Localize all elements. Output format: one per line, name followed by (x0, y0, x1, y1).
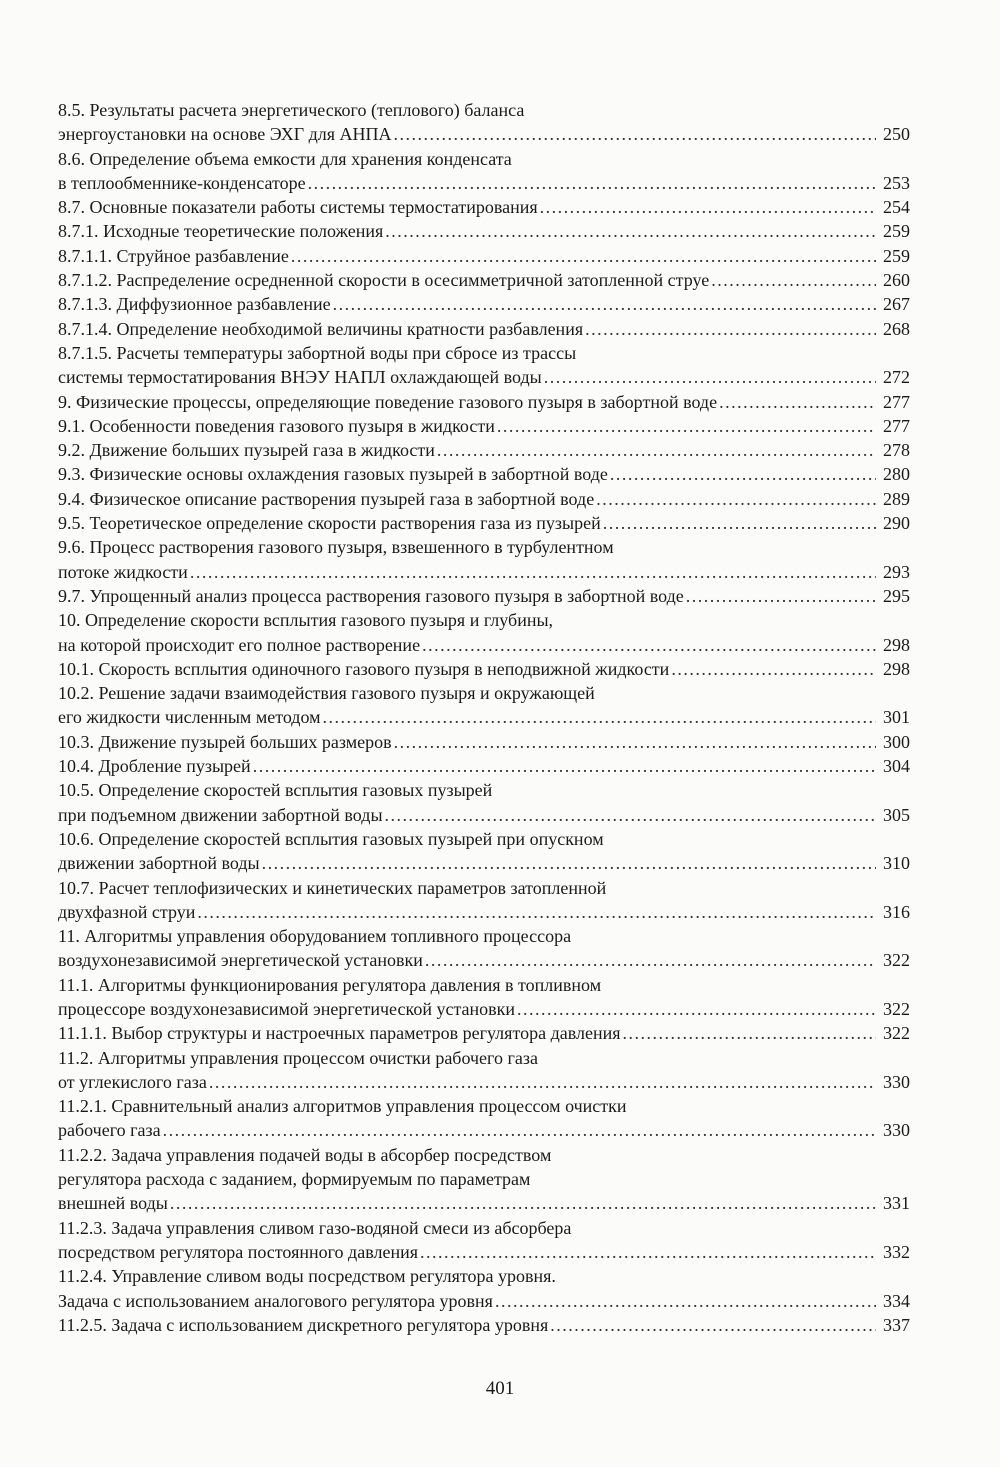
toc-line (58, 1289, 910, 1313)
toc-page-number: 260 (883, 270, 910, 291)
dot-leader (550, 1313, 876, 1337)
toc-entry-title: воздухонезависимой энергетической установки (58, 950, 423, 971)
toc-page-number: 250 (883, 124, 910, 145)
dot-leader (170, 1191, 876, 1215)
toc-page-number: 254 (883, 197, 910, 218)
toc-entry (58, 730, 910, 754)
dot-leader (420, 1240, 876, 1264)
dot-leader (623, 1021, 877, 1045)
toc-entry (58, 924, 910, 973)
toc-entry (58, 244, 910, 268)
toc-line (58, 633, 910, 657)
toc-entry-title: двухфазной струи (58, 901, 196, 922)
toc-entry-title: 9.5. Теоретическое определение скорости растворения газа из пузырей (58, 513, 601, 534)
toc-page-number: 322 (883, 950, 910, 971)
toc-line (58, 171, 910, 195)
dot-leader (190, 560, 876, 584)
toc-entry (58, 1216, 910, 1265)
dot-leader (394, 122, 876, 146)
toc-entry-title: энергоустановки на основе ЭХГ для АНПА (58, 124, 392, 145)
toc-line (58, 438, 910, 462)
toc-entry (58, 584, 910, 608)
toc-page-number: 330 (883, 1120, 910, 1141)
toc-entry (58, 219, 910, 243)
dot-leader (333, 292, 876, 316)
toc-page-number: 337 (883, 1314, 910, 1335)
toc-entry-title: 9.6. Процесс растворения газового пузыря, взвешенного в турбулентном (58, 537, 614, 558)
toc-entry-title: 11.2.2. Задача управления подачей воды в абсорбер посредством (58, 1144, 552, 1165)
toc-entry-title: Задача с использованием аналогового регулятора уровня (58, 1290, 493, 1311)
toc-entry (58, 98, 910, 147)
page-number: 401 (485, 1378, 515, 1399)
dot-leader (610, 462, 876, 486)
toc-line (58, 462, 910, 486)
toc-line (58, 1313, 910, 1337)
toc-entry (58, 1094, 910, 1143)
dot-leader (163, 1118, 876, 1142)
toc-page-number: 267 (883, 294, 910, 315)
toc-entry-title: 9. Физические процессы, определяющие поведение газового пузыря в забортной воде (58, 391, 718, 412)
toc-line (58, 195, 910, 219)
toc-entry (58, 511, 910, 535)
toc-entry-title: 9.2. Движение больших пузырей газа в жидкости (58, 440, 435, 461)
toc-page-number: 295 (883, 585, 910, 606)
toc-line (58, 876, 910, 900)
toc-page-number: 298 (883, 658, 910, 679)
toc-line (58, 1070, 910, 1094)
toc-entry-title: 11.2.1. Сравнительный анализ алгоритмов управления процессом очистки (58, 1096, 627, 1117)
toc-page-number: 316 (883, 901, 910, 922)
toc-entry-title: 9.3. Физические основы охлаждения газовых пузырей в забортной воде (58, 464, 608, 485)
toc-entry (58, 754, 910, 778)
dot-leader (497, 414, 876, 438)
toc-line (58, 317, 910, 341)
toc-line (58, 341, 910, 365)
dot-leader (495, 1289, 876, 1313)
toc-entry-title: рабочего газа (58, 1120, 161, 1141)
toc-entry-title: в теплообменнике-конденсаторе (58, 172, 306, 193)
toc-entry (58, 876, 910, 925)
toc-entry-title: 10.1. Скорость всплытия одиночного газового пузыря в неподвижной жидкости (58, 658, 670, 679)
toc-entry (58, 147, 910, 196)
toc-page-number: 278 (883, 440, 910, 461)
toc-line (58, 1240, 910, 1264)
toc-page-number: 301 (883, 707, 910, 728)
toc-line (58, 1191, 910, 1215)
toc-entry (58, 341, 910, 390)
toc-page-number: 290 (883, 513, 910, 534)
dot-leader (291, 244, 876, 268)
toc-entry-title: 8.7.1.2. Распределение осредненной скорости в осесимметричной затопленной струе (58, 270, 710, 291)
toc-entry (58, 778, 910, 827)
toc-entry-title: 9.4. Физическое описание растворения пузырей газа в забортной воде (58, 488, 595, 509)
toc-line (58, 924, 910, 948)
toc-line (58, 535, 910, 559)
toc-entry-title: посредством регулятора постоянного давления (58, 1241, 418, 1262)
toc-page-number: 277 (883, 415, 910, 436)
toc-entry-title: 8.6. Определение объема емкости для хранения конденсата (58, 148, 512, 169)
toc-entry (58, 827, 910, 876)
toc-page-number: 268 (883, 318, 910, 339)
toc-page-number: 272 (883, 367, 910, 388)
toc-page-number: 259 (883, 221, 910, 242)
dot-leader (197, 900, 876, 924)
toc-line (58, 414, 910, 438)
toc-entry-title: 10.7. Расчет теплофизических и кинетических параметров затопленной (58, 877, 607, 898)
toc-line (58, 560, 910, 584)
toc-line (58, 390, 910, 414)
toc-line (58, 244, 910, 268)
toc-entry-title: 11.1. Алгоритмы функционирования регулятора давления в топливном (58, 974, 602, 995)
toc-entry (58, 535, 910, 584)
toc-page-number: 280 (883, 464, 910, 485)
toc-line (58, 754, 910, 778)
toc-page-number: 304 (883, 756, 910, 777)
toc-line (58, 1216, 910, 1240)
toc-entry (58, 1046, 910, 1095)
toc-entry-title: 11.2.3. Задача управления сливом газо-водяной смеси из абсорбера (58, 1217, 572, 1238)
dot-leader (711, 268, 876, 292)
toc-line (58, 98, 910, 122)
toc-line (58, 608, 910, 632)
toc-entry (58, 268, 910, 292)
toc-entry (58, 608, 910, 657)
toc-entry-title: 10.4. Дробление пузырей (58, 756, 251, 777)
dot-leader (585, 317, 876, 341)
toc-page-number: 253 (883, 172, 910, 193)
dot-leader (323, 705, 876, 729)
toc-entry-title: потоке жидкости (58, 561, 188, 582)
toc-line (58, 268, 910, 292)
dot-leader (308, 171, 876, 195)
toc-line (58, 657, 910, 681)
dot-leader (394, 730, 876, 754)
toc-page-number: 330 (883, 1071, 910, 1092)
toc-entry-title: 10.3. Движение пузырей больших размеров (58, 731, 392, 752)
toc-line (58, 973, 910, 997)
toc-page-number: 334 (883, 1290, 910, 1311)
toc-entry-title: 11.2.5. Задача с использованием дискретного регулятора уровня (58, 1314, 549, 1335)
toc-entry-title: 9.1. Особенности поведения газового пузыря в жидкости (58, 415, 495, 436)
toc-line (58, 827, 910, 851)
dot-leader (544, 365, 876, 389)
toc-entry (58, 390, 910, 414)
toc-line (58, 1118, 910, 1142)
toc-line (58, 1021, 910, 1045)
toc-entry-title: 11.1.1. Выбор структуры и настроечных параметров регулятора давления (58, 1023, 621, 1044)
toc-entry (58, 438, 910, 462)
toc-entry-title: процессоре воздухонезависимой энергетической установки (58, 998, 516, 1019)
dot-leader (517, 997, 876, 1021)
toc-entry-title: движении забортной воды (58, 853, 260, 874)
toc-line (58, 584, 910, 608)
dot-leader (253, 754, 876, 778)
toc-page-number: 293 (883, 561, 910, 582)
toc-page-number: 322 (883, 998, 910, 1019)
toc-line (58, 122, 910, 146)
toc-entry-title: 11.2.4. Управление сливом воды посредством регулятора уровня. (58, 1266, 556, 1287)
toc-entry (58, 1313, 910, 1337)
toc-entry-title: 8.7.1.3. Диффузионное разбавление (58, 294, 331, 315)
table-of-contents (58, 98, 910, 1337)
toc-line (58, 147, 910, 171)
toc-page-number: 259 (883, 245, 910, 266)
toc-entry (58, 657, 910, 681)
toc-line (58, 1167, 910, 1191)
toc-entry-title: на которой происходит его полное растворение (58, 634, 421, 655)
toc-entry-title: 8.7.1.5. Расчеты температуры забортной воды при сбросе из трассы (58, 342, 577, 363)
dot-leader (603, 511, 876, 535)
toc-entry-title: 8.7. Основные показатели работы системы термостатирования (58, 197, 538, 218)
toc-line (58, 778, 910, 802)
toc-page-number: 277 (883, 391, 910, 412)
toc-page-number: 322 (883, 1023, 910, 1044)
toc-entry (58, 487, 910, 511)
toc-entry (58, 681, 910, 730)
toc-entry-title: 8.7.1.4. Определение необходимой величины кратности разбавления (58, 318, 584, 339)
dot-leader (596, 487, 876, 511)
toc-entry-title: внешней воды (58, 1193, 168, 1214)
dot-leader (385, 803, 876, 827)
dot-leader (385, 219, 876, 243)
toc-line (58, 948, 910, 972)
toc-entry-title: 8.7.1. Исходные теоретические положения (58, 221, 384, 242)
toc-entry-title: 10.5. Определение скоростей всплытия газовых пузырей (58, 780, 493, 801)
dot-leader (719, 390, 876, 414)
toc-entry-title: от углекислого газа (58, 1071, 207, 1092)
toc-entry-title: 10.6. Определение скоростей всплытия газовых пузырей при опускном (58, 828, 604, 849)
toc-page-number: 300 (883, 731, 910, 752)
toc-line (58, 292, 910, 316)
toc-entry (58, 1021, 910, 1045)
toc-line (58, 1143, 910, 1167)
toc-entry-title: 8.5. Результаты расчета энергетического (теплового) баланса (58, 100, 525, 120)
toc-entry (58, 195, 910, 219)
toc-entry-title: при подъемном движении забортной воды (58, 804, 383, 825)
toc-entry-title: 11.2. Алгоритмы управления процессом очистки рабочего газа (58, 1047, 538, 1068)
toc-entry (58, 1143, 910, 1216)
toc-entry-title: его жидкости численным методом (58, 707, 321, 728)
toc-entry (58, 292, 910, 316)
dot-leader (437, 438, 876, 462)
dot-leader (209, 1070, 876, 1094)
toc-line (58, 803, 910, 827)
toc-page-number: 289 (883, 488, 910, 509)
toc-page-number: 310 (883, 853, 910, 874)
dot-leader (422, 633, 876, 657)
toc-line (58, 851, 910, 875)
toc-line (58, 730, 910, 754)
toc-line (58, 681, 910, 705)
toc-entry-title: системы термостатирования ВНЭУ НАПЛ охлаждающей воды (58, 367, 542, 388)
toc-entry (58, 317, 910, 341)
toc-entry-title: 9.7. Упрощенный анализ процесса растворения газового пузыря в забортной воде (58, 585, 684, 606)
dot-leader (425, 948, 876, 972)
dot-leader (686, 584, 876, 608)
toc-line (58, 487, 910, 511)
toc-entry-title: 10.2. Решение задачи взаимодействия газового пузыря и окружающей (58, 683, 595, 704)
toc-line (58, 900, 910, 924)
toc-entry (58, 462, 910, 486)
toc-entry-title: 10. Определение скорости всплытия газового пузыря и глубины, (58, 610, 554, 631)
toc-page-number: 298 (883, 634, 910, 655)
toc-page-number: 331 (883, 1193, 910, 1214)
dot-leader (262, 851, 876, 875)
toc-entry (58, 414, 910, 438)
toc-entry-title: 8.7.1.1. Струйное разбавление (58, 245, 289, 266)
toc-entry (58, 973, 910, 1022)
toc-line (58, 219, 910, 243)
toc-line (58, 511, 910, 535)
toc-page-number: 332 (883, 1241, 910, 1262)
toc-line (58, 705, 910, 729)
toc-line (58, 1046, 910, 1070)
toc-line (58, 365, 910, 389)
toc-line (58, 997, 910, 1021)
toc-line (58, 1264, 910, 1288)
toc-entry-title: регулятора расхода с заданием, формируемым по параметрам (58, 1169, 531, 1190)
toc-line (58, 1094, 910, 1118)
dot-leader (671, 657, 876, 681)
dot-leader (540, 195, 876, 219)
toc-entry-title: 11. Алгоритмы управления оборудованием топливного процессора (58, 926, 572, 947)
toc-page-number: 305 (883, 804, 910, 825)
toc-entry (58, 1264, 910, 1313)
